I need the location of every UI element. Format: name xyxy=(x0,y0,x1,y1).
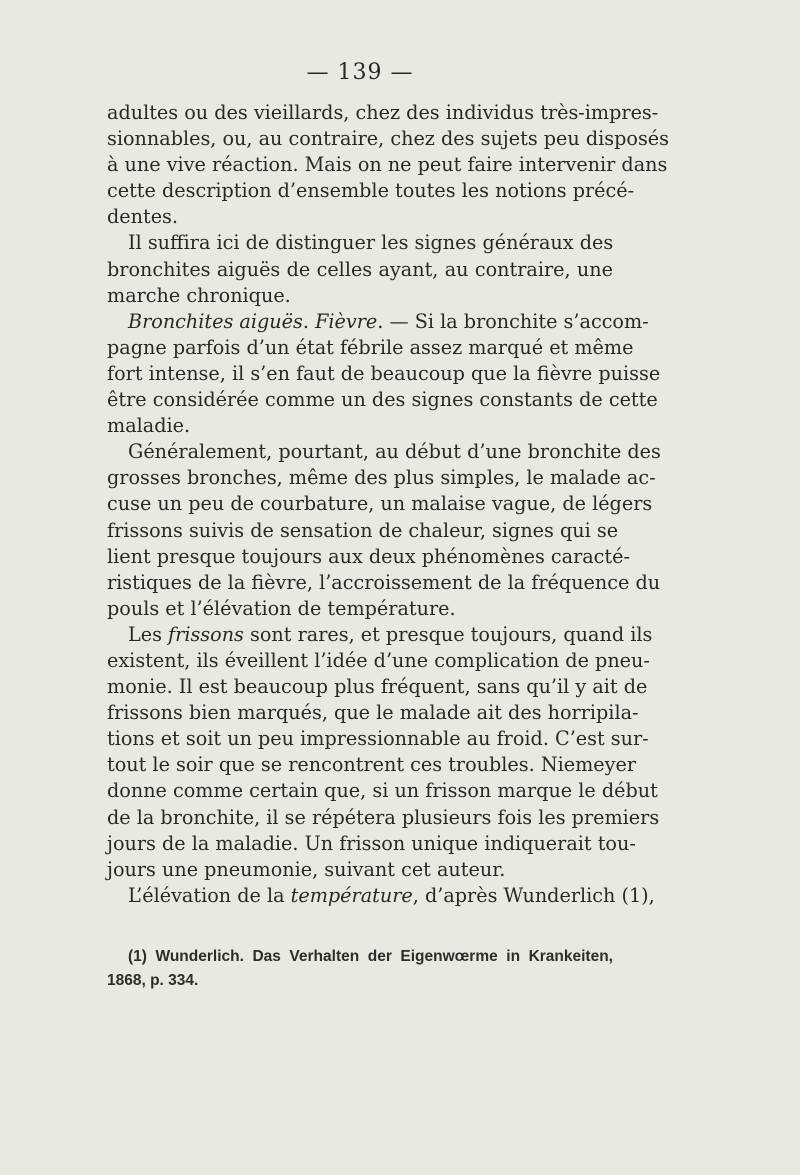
text-line: Les frissons sont rares, et presque toujours, quand ils xyxy=(128,622,653,646)
text-line: cuse un peu de courbature, un malaise vague, de légers xyxy=(107,492,653,516)
text-line: Généralement, pourtant, au début d’une bronchite des xyxy=(128,440,661,464)
body-text xyxy=(107,100,670,909)
text-line: existent, ils éveillent l’idée d’une complication de pneu- xyxy=(107,648,650,672)
page-number: — 139 — xyxy=(306,60,414,85)
text-line: bronchites aiguës de celles ayant, au contraire, une xyxy=(107,257,613,281)
footnote-line: (1) Wunderlich. Das Verhalten der Eigenwœrme in Krankeiten, xyxy=(128,948,613,965)
text-line: jours une pneumonie, suivant cet auteur. xyxy=(107,857,506,881)
text-line: dentes. xyxy=(107,205,179,229)
text-line: grosses bronches, même des plus simples, le malade ac- xyxy=(107,466,656,490)
text-line: jours de la maladie. Un frisson unique indiquerait tou- xyxy=(107,831,636,855)
section-heading-line: Bronchites aiguës. Fièvre. — Si la bronchite s’accom- xyxy=(128,309,649,333)
text-line: cette description d’ensemble toutes les notions précé- xyxy=(107,179,635,203)
text-line: à une vive réaction. Mais on ne peut faire intervenir dans xyxy=(107,153,668,177)
text-line: lient presque toujours aux deux phénomènes caracté- xyxy=(107,544,630,568)
text-line: Il suffira ici de distinguer les signes généraux des xyxy=(128,231,614,255)
text-line: tions et soit un peu impressionnable au froid. C’est sur- xyxy=(107,727,649,751)
text-line: L’élévation de la température, d’après Wunderlich (1), xyxy=(128,883,655,907)
text-line: être considérée comme un des signes constants de cette xyxy=(107,388,658,412)
text-line: pouls et l’élévation de température. xyxy=(107,596,456,620)
footnote-line: 1868, p. 334. xyxy=(107,972,199,989)
text-line: marche chronique. xyxy=(107,283,291,307)
footnote xyxy=(107,945,613,993)
text-line: fort intense, il s’en faut de beaucoup que la fièvre puisse xyxy=(107,361,661,385)
text-line: sionnables, ou, au contraire, chez des sujets peu disposés xyxy=(107,127,670,151)
text-line: adultes ou des vieillards, chez des individus très-impres- xyxy=(107,101,659,124)
text-line: pagne parfois d’un état fébrile assez marqué et même xyxy=(107,335,634,359)
text-line: monie. Il est beaucoup plus fréquent, sans qu’il y ait de xyxy=(107,675,648,699)
text-line: de la bronchite, il se répétera plusieurs fois les premiers xyxy=(107,805,660,829)
text-line: donne comme certain que, si un frisson marque le début xyxy=(107,779,658,803)
text-line: maladie. xyxy=(107,414,191,438)
text-line: ristiques de la fièvre, l’accroissement de la fréquence du xyxy=(107,570,661,594)
text-line: frissons suivis de sensation de chaleur, signes qui se xyxy=(107,518,619,542)
text-line: tout le soir que se rencontrent ces troubles. Niemeyer xyxy=(107,753,637,777)
text-line: frissons bien marqués, que le malade ait des horripila- xyxy=(107,701,639,725)
